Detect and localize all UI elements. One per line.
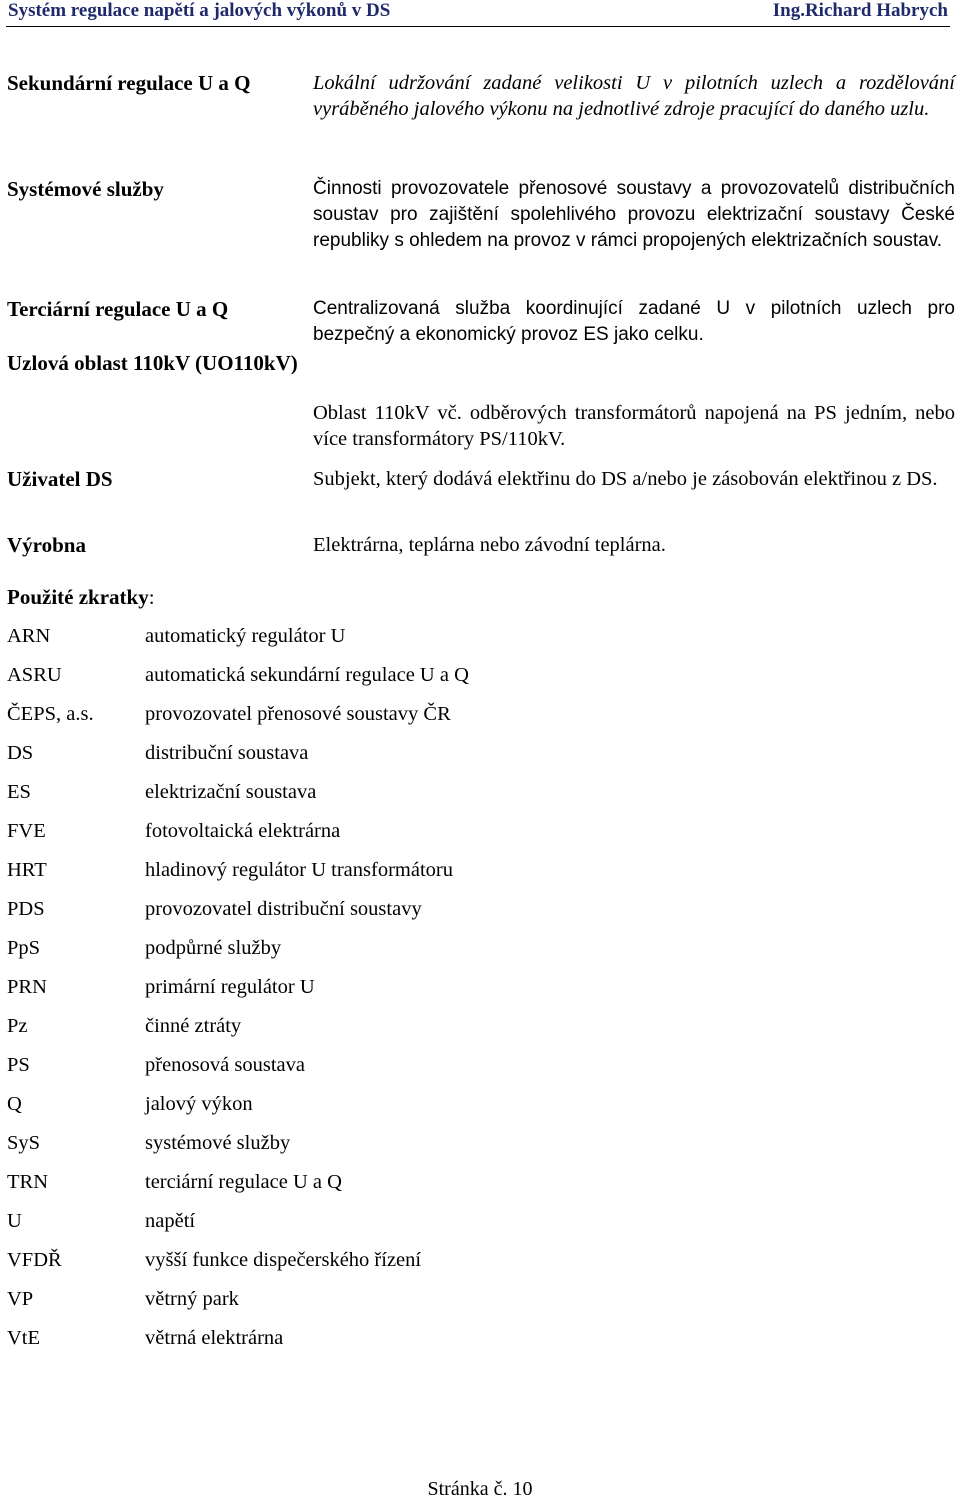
abbreviation-row (7, 896, 707, 935)
abbreviation-key: Q (7, 1093, 22, 1115)
abbreviation-row (7, 1325, 707, 1364)
abbreviation-row (7, 1208, 707, 1247)
abbreviation-value: primární regulátor U (145, 976, 315, 998)
abbreviation-row (7, 1052, 707, 1091)
abbreviation-value: provozovatel přenosové soustavy ČR (145, 703, 451, 725)
abbreviation-value: provozovatel distribuční soustavy (145, 898, 422, 920)
abbreviation-value: automatická sekundární regulace U a Q (145, 664, 469, 686)
definition-text: Elektrárna, teplárna nebo závodní teplárna. (313, 534, 666, 556)
abbreviation-key: FVE (7, 820, 46, 842)
abbreviation-key: HRT (7, 859, 47, 881)
abbreviation-key: VFDŘ (7, 1249, 62, 1271)
abbreviation-value: terciární regulace U a Q (145, 1171, 342, 1193)
abbreviation-row (7, 818, 707, 857)
definition-term: Výrobna (7, 533, 86, 557)
abbreviations-colon: : (148, 585, 155, 609)
abbreviation-key: SyS (7, 1132, 41, 1154)
abbreviation-key: Pz (7, 1015, 28, 1037)
abbreviation-key: ES (7, 781, 31, 803)
abbreviation-row (7, 1130, 707, 1169)
abbreviation-row (7, 662, 707, 701)
abbreviation-value: přenosová soustava (145, 1054, 305, 1076)
abbreviation-key: ARN (7, 625, 51, 647)
abbreviation-row (7, 1169, 707, 1208)
definition-term: Sekundární regulace U a Q (7, 71, 251, 95)
abbreviation-key: PRN (7, 976, 47, 998)
abbreviation-key: DS (7, 742, 34, 764)
abbreviation-row (7, 779, 707, 818)
abbreviation-row (7, 701, 707, 740)
abbreviation-value: napětí (145, 1210, 196, 1232)
definition-term: Uživatel DS (7, 467, 113, 491)
abbreviation-value: větrná elektrárna (145, 1327, 284, 1349)
abbreviation-key: PpS (7, 937, 41, 959)
abbreviation-value: fotovoltaická elektrárna (145, 820, 341, 842)
page-number: Stránka č. 10 (427, 1478, 533, 1500)
definitions-list (7, 70, 955, 572)
definition-row (7, 466, 955, 532)
document-title: Systém regulace napětí a jalových výkonů v DS (8, 0, 391, 21)
definition-text: Činnosti provozovatele přenosové soustavy a provozovatelů distribučních soustav pro zajištění spolehlivého provozu elektrizační soustavy České republiky s ohledem na provoz v rámci propojených elektrizačních soustav. (313, 178, 955, 251)
definition-row (7, 296, 955, 400)
definition-term: Systémové služby (7, 177, 164, 201)
abbreviation-row (7, 623, 707, 662)
abbreviation-row (7, 935, 707, 974)
definition-row (7, 532, 955, 572)
abbreviation-key: PS (7, 1054, 30, 1076)
abbreviation-value: elektrizační soustava (145, 781, 317, 803)
definition-text: Oblast 110kV vč. odběrových transformátorů napojená na PS jedním, nebo více transformátory PS/110kV. (313, 402, 955, 450)
abbreviation-key: VtE (7, 1327, 41, 1349)
abbreviations-heading (7, 584, 155, 610)
abbreviation-row (7, 1091, 707, 1130)
abbreviation-key: U (7, 1210, 22, 1232)
abbreviation-row (7, 1286, 707, 1325)
definition-text: Lokální udržování zadané velikosti U v pilotních uzlech a rozdělování vyráběného jalového výkonu na jednotlivé zdroje pracující do daného uzlu. (313, 72, 955, 120)
abbreviation-value: podpůrné služby (145, 937, 282, 959)
abbreviation-value: činné ztráty (145, 1015, 242, 1037)
abbreviation-row (7, 974, 707, 1013)
abbreviation-key: TRN (7, 1171, 48, 1193)
definition-term: Uzlová oblast 110kV (UO110kV) (7, 351, 298, 375)
abbreviation-key: PDS (7, 898, 45, 920)
abbreviation-value: systémové služby (145, 1132, 291, 1154)
abbreviation-key: ASRU (7, 664, 62, 686)
definition-term: Terciární regulace U a Q (7, 297, 229, 321)
abbreviation-key: ČEPS, a.s. (7, 703, 94, 725)
abbreviation-value: větrný park (145, 1288, 239, 1310)
abbreviation-value: distribuční soustava (145, 742, 309, 764)
abbreviation-key: VP (7, 1288, 34, 1310)
abbreviations-title: Použité zkratky (7, 585, 149, 609)
definition-row (7, 400, 955, 466)
abbreviation-row (7, 1247, 707, 1286)
abbreviation-row (7, 740, 707, 779)
abbreviations-list (7, 623, 707, 1364)
definition-row (7, 176, 955, 296)
definition-text: Centralizovaná služba koordinující zadané U v pilotních uzlech pro bezpečný a ekonomický provoz ES jako celku. (313, 298, 955, 345)
abbreviation-value: vyšší funkce dispečerského řízení (145, 1249, 422, 1271)
page-header (6, 0, 950, 27)
abbreviation-row (7, 857, 707, 896)
definition-text: Subjekt, který dodává elektřinu do DS a/nebo je zásobován elektřinou z DS. (313, 468, 938, 490)
definition-row (7, 70, 955, 176)
abbreviation-value: jalový výkon (145, 1093, 253, 1115)
abbreviation-value: hladinový regulátor U transformátoru (145, 859, 453, 881)
author-name: Ing.Richard Habrych (772, 0, 948, 21)
abbreviation-row (7, 1013, 707, 1052)
abbreviation-value: automatický regulátor U (145, 625, 346, 647)
